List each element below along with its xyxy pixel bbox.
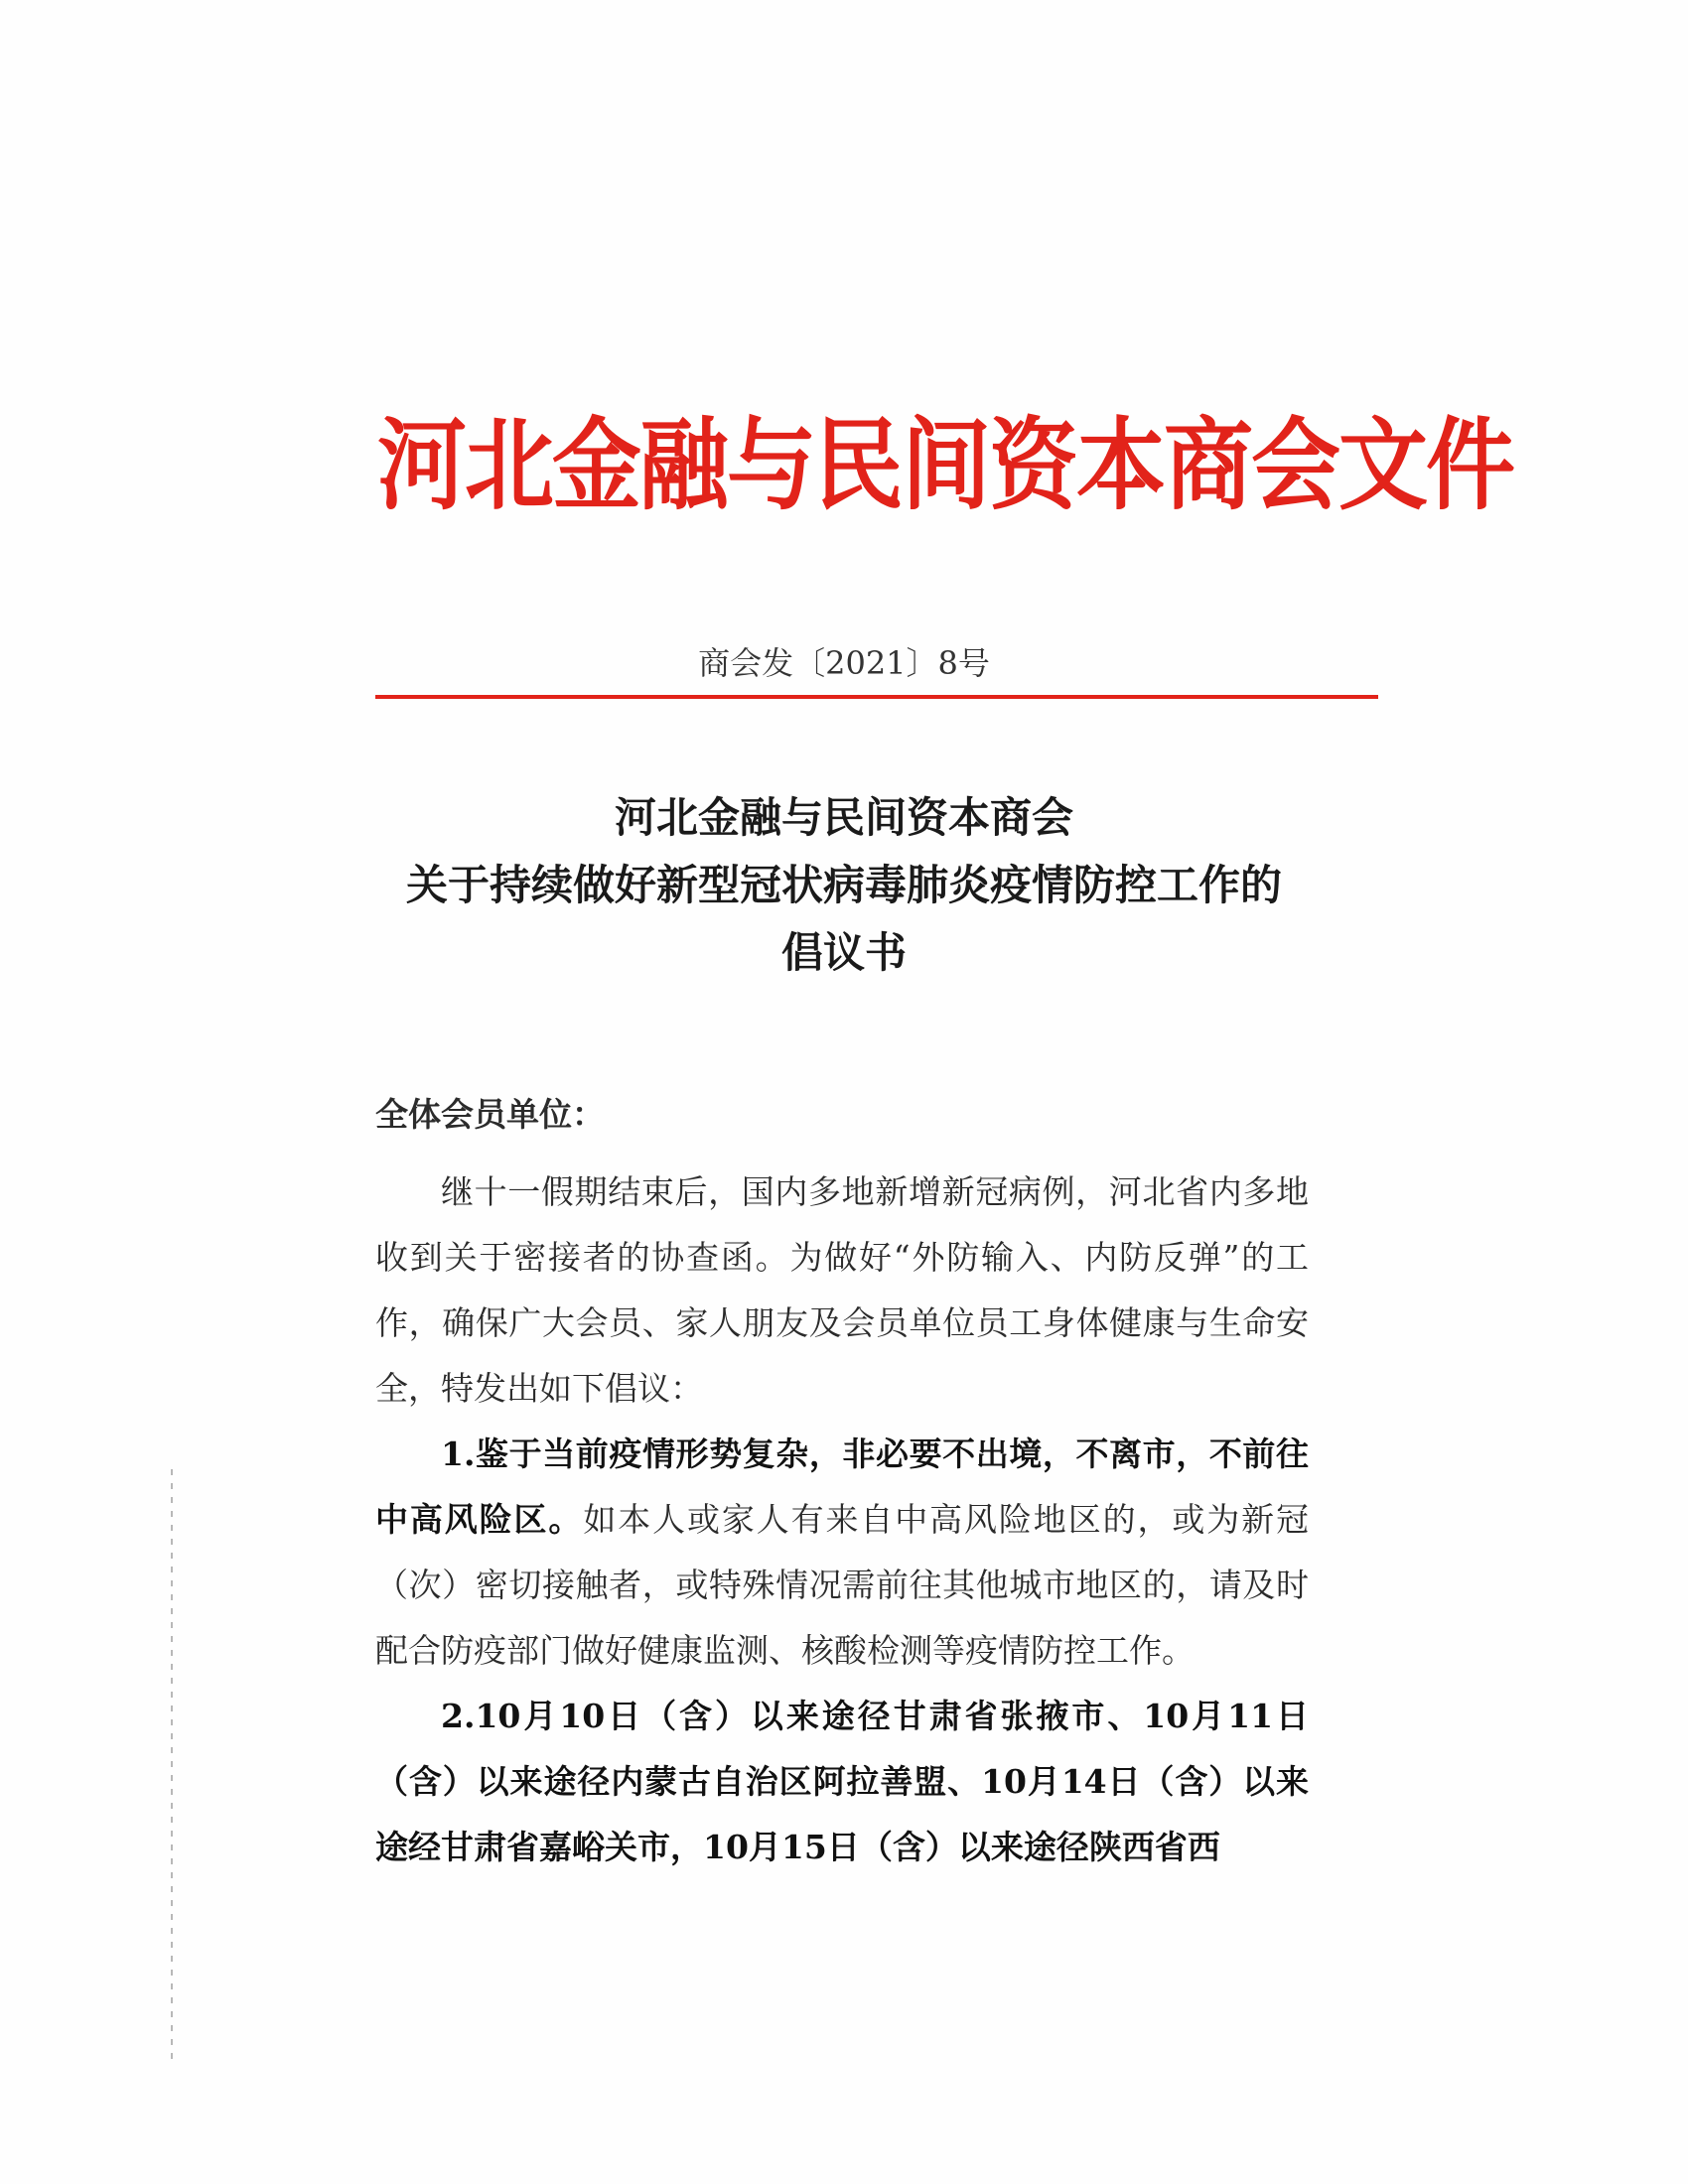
item-1-paragraph <box>375 1422 1309 1684</box>
salutation: 全体会员单位： <box>375 1095 605 1134</box>
document-body <box>375 1082 1309 1880</box>
item-2-paragraph: 2.10月10日（含）以来途径甘肃省张掖市、10月11日（含）以来途径内蒙古自治区阿拉善盟、10月14日（含）以来途经甘肃省嘉峪关市，10月15日（含）以来途径陕西省西 <box>375 1697 1309 1866</box>
title-line-2: 关于持续做好新型冠状病毒肺炎疫情防控工作的 <box>405 861 1282 909</box>
scan-edge-mark <box>171 1469 173 2065</box>
document-title <box>298 784 1390 987</box>
title-line-3: 倡议书 <box>780 928 907 977</box>
title-line-1: 河北金融与民间资本商会 <box>614 793 1073 842</box>
item-1-emphasis: 1.鉴于当前疫情形势复杂，非必要不出境，不离市，不前往中高风险区。 <box>375 1434 1309 1539</box>
item-1-text: 如本人或家人有来自中高风险地区的，或为新冠（次）密切接触者，或特殊情况需前往其他城市地区的，请及时配合防疫部门做好健康监测、核酸检测等疫情防控工作。 <box>375 1500 1310 1670</box>
intro-paragraph: 继十一假期结束后，国内多地新增新冠病例，河北省内多地收到关于密接者的协查函。为做好“外防输入、内防反弹”的工作，确保广大会员、家人朋友及会员单位员工身体健康与生命安全，特发出如下倡议： <box>375 1172 1309 1408</box>
letterhead-red-rule <box>375 695 1378 699</box>
document-number: 商会发〔2021〕8号 <box>698 644 990 682</box>
letterhead-title: 河北金融与民间资本商会文件 <box>377 407 1513 525</box>
